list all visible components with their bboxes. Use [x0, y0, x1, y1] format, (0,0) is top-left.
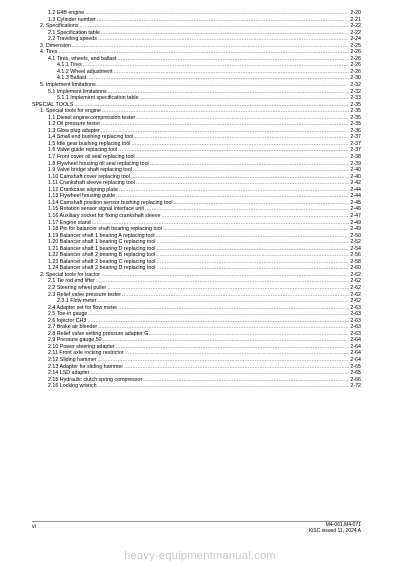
toc-entry-page: 2-46: [350, 206, 361, 213]
toc-entry-label: 2.6 Injector CH3: [48, 317, 87, 324]
toc-entry-page: 2-35: [350, 101, 361, 108]
toc-entry-page: 2-25: [350, 42, 361, 49]
toc-entry-label: 2.15 Hydraulic clutch spring compressor: [48, 376, 143, 383]
toc-entry-label: 2. Specifications: [40, 23, 79, 30]
toc-entry-page: 2-32: [350, 88, 361, 95]
toc-entry-label: 1.2 E4B engine: [48, 10, 85, 16]
toc-entry-label: 2.14 LSD adapter: [48, 370, 90, 377]
toc-entry-page: 2-24: [350, 36, 361, 43]
toc-entry-page: 2-32: [350, 82, 361, 89]
toc-entry-page: 2-62: [350, 271, 361, 278]
toc-entry-label: 1.7 Front cover oil seal replacing tool: [48, 154, 135, 161]
toc-entry-label: 1.20 Balancer shaft 1 bearing C replacing tool: [48, 239, 156, 246]
toc-entry-page: 2-26: [350, 68, 361, 75]
table-of-contents: [32, 10, 361, 390]
toc-entry-page: 2-58: [350, 258, 361, 265]
toc-entry-page: 2-45: [350, 199, 361, 206]
toc-entry-page: 2-22: [350, 23, 361, 30]
toc-entry-label: 1.3 Cylinder number: [48, 16, 96, 23]
toc-entry-label: 1.10 Camshaft cover replacing tool: [48, 173, 130, 180]
toc-entry-page: 2-62: [350, 278, 361, 285]
toc-entry-label: SPECIAL TOOLS: [32, 101, 74, 108]
toc-entry-label: 4.1 Tires, wheels, and ballast: [48, 55, 117, 62]
issue-info: KiSC issued 11, 2024 A: [308, 528, 361, 534]
toc-entry-label: 1.16 Auxiliary socket for fixing crankshaft sleeve: [48, 212, 161, 219]
toc-entry-page: 2-63: [350, 324, 361, 331]
toc-entry-page: 2-49: [350, 219, 361, 226]
toc-entry-label: 1. Special tools for engine: [40, 108, 101, 115]
page-number: vi: [32, 524, 36, 530]
toc-entry-label: 2.12 Sliding hammer: [48, 356, 97, 363]
toc-entry-label: 4.1.1 Tires: [57, 62, 82, 69]
toc-entry-page: 2-62: [350, 298, 361, 305]
toc-entry-page: 2-63: [350, 317, 361, 324]
toc-entry-label: 1.23 Balancer shaft 2 bearing C replacing tool: [48, 258, 156, 265]
toc-entry-label: 2.2 Traveling speeds: [48, 36, 97, 43]
toc-entry-label: 1.21 Balancer shaft 1 bearing D replacing tool: [48, 245, 156, 252]
toc-entry-page: 2-62: [350, 284, 361, 291]
toc-entry-page: 2-36: [350, 127, 361, 134]
toc-entry-label: 2.8 Relief valve setting pressure adapter G: [48, 330, 149, 337]
toc-entry-page: 2-47: [350, 212, 361, 219]
toc-entry-label: 2.13 Adapter for sliding hammer: [48, 363, 124, 370]
toc-entry-page: 2-64: [350, 343, 361, 350]
toc-entry-page: 2-66: [350, 376, 361, 383]
toc-entry-label: 2.1 Specification table: [48, 29, 100, 36]
toc-entry-page: 2-39: [350, 160, 361, 167]
toc-entry-page: 2-44: [350, 186, 361, 193]
toc-entry-label: 1.4 Small end bushing replacing tool: [48, 134, 134, 141]
toc-entry-label: 2.11 Front axle rocking restrictor: [48, 350, 124, 357]
toc-entry-label: 1.19 Balancer shaft 1 bearing A replacing tool: [48, 232, 155, 239]
toc-entry-label: 2.5 Toe-in gauge: [48, 311, 88, 318]
toc-entry-label: 1.15 Rotation sensor signal interface unit: [48, 206, 144, 213]
toc-entry-page: 2-33: [350, 95, 361, 102]
toc-entry-page: 2-20: [350, 10, 361, 16]
toc-entry-page: 2-64: [350, 350, 361, 357]
toc-entry-page: 2-49: [350, 226, 361, 233]
toc-entry-page: 2-62: [350, 291, 361, 298]
toc-entry-label: 1.18 Pin for balancer shaft bearing replacing tool: [48, 226, 162, 233]
toc-entry-page: 2-50: [350, 232, 361, 239]
toc-entry-page: 2-63: [350, 330, 361, 337]
toc-entry-label: 4.1.3 Ballast: [57, 75, 87, 82]
toc-entry-page: 2-22: [350, 29, 361, 36]
toc-entry-page: 2-72: [350, 383, 361, 390]
watermark: heavy-equipmentmanual.com: [124, 550, 276, 562]
toc-entry-label: 2.7 Brake air bleeder: [48, 324, 98, 331]
toc-entry-page: 2-26: [350, 49, 361, 56]
toc-entry-page: 2-40: [350, 173, 361, 180]
toc-entry-label: 2.10 Power steering adapter: [48, 343, 115, 350]
toc-entry-label: 2.9 Pressure gauge 50: [48, 337, 102, 344]
toc-entry-label: 1.5 Idle gear bushing replacing tool: [48, 140, 131, 147]
toc-entry-label: 2.4 Adapter set for flow meter: [48, 304, 118, 311]
toc-entry-page: 2-65: [350, 363, 361, 370]
toc-entry-label: 5.1.1 Implement specification table: [57, 95, 139, 102]
toc-entry-label: 2. Special tools for tractor: [40, 271, 101, 278]
toc-entry-label: 1.6 Valve guide replacing tool: [48, 147, 118, 154]
toc-entry-label: 4. Tires: [40, 49, 58, 56]
toc-entry-page: 2-60: [350, 265, 361, 272]
toc-entry-page: 2-52: [350, 239, 361, 246]
toc-entry-label: 1.17 Engine stand: [48, 219, 91, 226]
toc-entry-page: 2-64: [350, 337, 361, 344]
toc-entry-label: 1.14 Camshaft position sensor bushing replacing tool: [48, 199, 173, 206]
toc-entry-page: 2-35: [350, 121, 361, 128]
toc-entry-label: 1.8 Flywheel housing oil seal replacing tool: [48, 160, 149, 167]
toc-entry-page: 2-54: [350, 245, 361, 252]
toc-entry-page: 2-26: [350, 62, 361, 69]
toc-entry-label: 4.1.2 Wheel adjustment: [57, 68, 113, 75]
toc-entry-label: 2.3 Relief valve pressure tester: [48, 291, 122, 298]
toc-entry-label: 5.1 Implement limitations: [48, 88, 107, 95]
toc-entry-label: 1.22 Balancer shaft 2 bearing B replacing tool: [48, 252, 156, 259]
toc-entry-label: 1.1 Diesel engine compression tester: [48, 114, 136, 121]
toc-entry-page: 2-42: [350, 180, 361, 187]
model-code: M4-061,M4-071: [325, 522, 361, 528]
toc-leader-dots: [98, 383, 350, 390]
toc-entry-label: 2.1 Tie rod end lifter: [48, 278, 95, 285]
toc-entry-page: 2-37: [350, 147, 361, 154]
toc-entry-page: 2-56: [350, 252, 361, 259]
toc-entry-label: 1.2 Oil pressure tester: [48, 121, 101, 128]
toc-entry-page: 2-63: [350, 304, 361, 311]
toc-entry-label: 3. Dimension: [40, 42, 71, 49]
toc-entry-page: 2-38: [350, 154, 361, 161]
toc-entry-page: 2-21: [350, 16, 361, 23]
toc-entry-label: 1.3 Glow plug adapter: [48, 127, 100, 134]
toc-entry-label: 2.16 Locking wrench: [48, 383, 97, 390]
toc-entry-label: 5. Implement limitations: [40, 82, 96, 89]
toc-entry-page: 2-63: [350, 311, 361, 318]
toc-entry-page: 2-65: [350, 370, 361, 377]
toc-entry-page: 2-35: [350, 114, 361, 121]
toc-entry-label: 1.9 Valve bridge shaft replacing tool: [48, 167, 132, 174]
toc-entry-page: 2-37: [350, 140, 361, 147]
toc-entry-label: 1.13 Flywheel housing guide: [48, 193, 116, 200]
toc-entry-label: 2.3.1 Flow meter: [57, 298, 97, 305]
document-code: [309, 522, 361, 534]
toc-entry-page: 2-35: [350, 108, 361, 115]
toc-entry-page: 2-64: [350, 356, 361, 363]
toc-entry-page: 2-37: [350, 134, 361, 141]
toc-entry-page: 2-40: [350, 167, 361, 174]
toc-entry-label: 1.12 Crankcase aligning plate: [48, 186, 118, 193]
toc-entry-label: 1.24 Balancer shaft 2 bearing D replacing tool: [48, 265, 156, 272]
toc-entry-label: 2.2 Steering wheel puller: [48, 284, 107, 291]
toc-entry[interactable]: [32, 383, 361, 390]
toc-entry-page: 2-44: [350, 193, 361, 200]
toc-entry-label: 1.11 Crankshaft sleeve replacing tool: [48, 180, 135, 187]
toc-entry-page: 2-26: [350, 55, 361, 62]
toc-entry-page: 2-30: [350, 75, 361, 82]
